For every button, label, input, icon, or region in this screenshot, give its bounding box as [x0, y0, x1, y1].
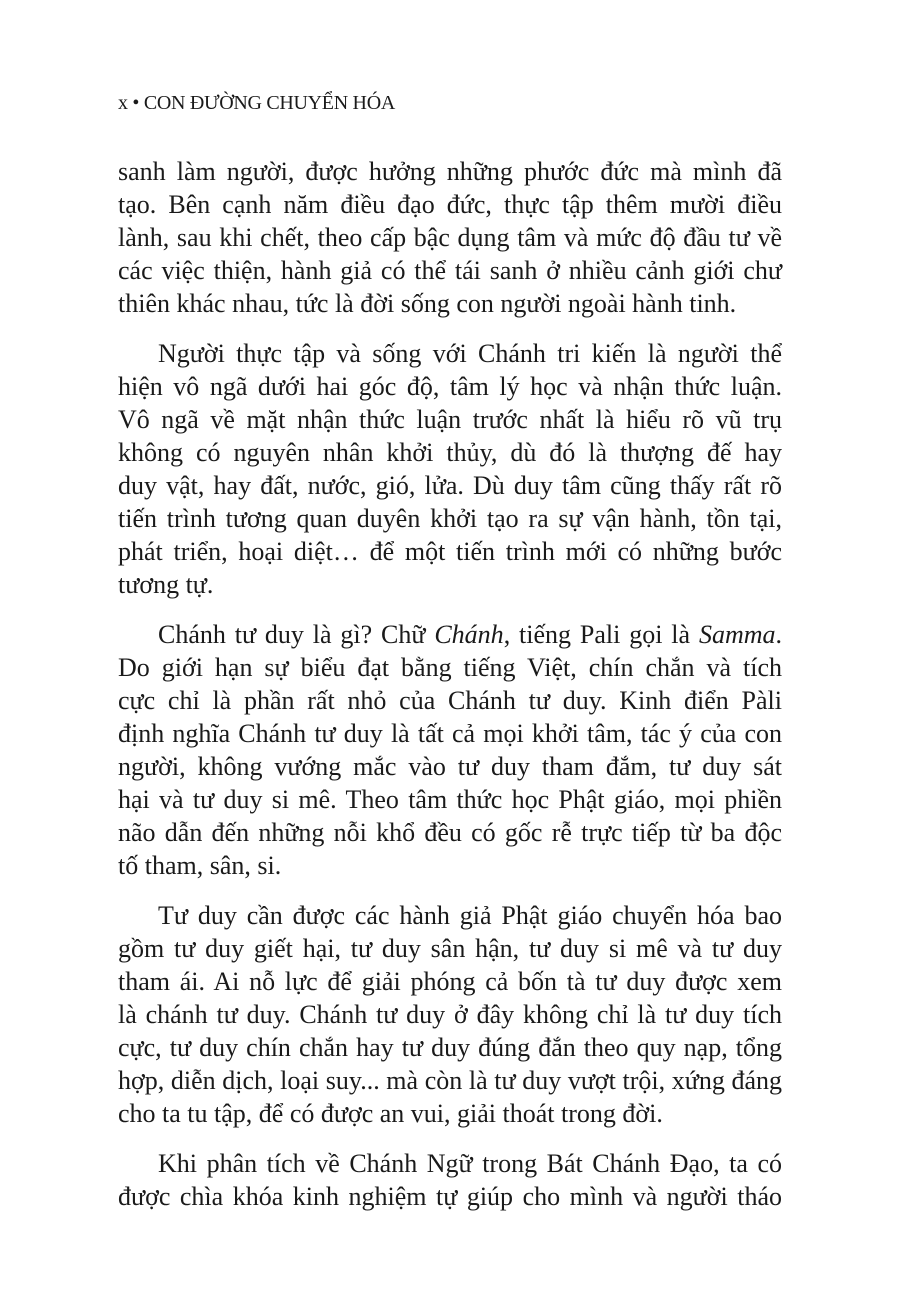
- text-line: Do giới hạn sự biểu đạt bằng tiếng Việt, chín chắn và tích: [118, 653, 782, 682]
- text-line: tương tự.: [118, 570, 214, 599]
- text-line: tạo. Bên cạnh năm điều đạo đức, thực tập thêm mười điều: [118, 190, 782, 219]
- paragraph-1: [118, 155, 782, 320]
- running-header: [118, 92, 395, 115]
- text-line: Tư duy cần được các hành giả Phật giáo chuyển hóa bao: [158, 901, 782, 930]
- text-run: Chánh tư duy là gì? Chữ: [158, 620, 435, 649]
- text-line: Người thực tập và sống với Chánh tri kiến là người thể: [158, 339, 782, 368]
- book-title: CON ĐƯỜNG CHUYỂN HÓA: [143, 92, 395, 114]
- text-line: cực chỉ là phần rất nhỏ của Chánh tư duy. Kinh điển Pàli: [118, 686, 782, 715]
- text-line: Vô ngã về mặt nhận thức luận trước nhất là hiểu rõ vũ trụ: [118, 405, 782, 434]
- header-separator: •: [132, 92, 140, 114]
- text-line: lành, sau khi chết, theo cấp bậc dụng tâm và mức độ đầu tư về: [118, 223, 782, 252]
- paragraph-4: [118, 899, 782, 1130]
- paragraph-2: [118, 337, 782, 601]
- text-line: hợp, diễn dịch, loại suy... mà còn là tư duy vượt trội, xứng đáng: [118, 1066, 782, 1095]
- text-run: , tiếng Pali gọi là: [503, 620, 699, 649]
- text-line: người, không vướng mắc vào tư duy tham đắm, tư duy sát: [118, 752, 782, 781]
- text-line: không có nguyên nhân khởi thủy, dù đó là thượng đế hay: [118, 438, 782, 467]
- text-line: được chìa khóa kinh nghiệm tự giúp cho mình và người tháo: [118, 1182, 782, 1211]
- text-line: phát triển, hoại diệt… để một tiến trình mới có những bước: [118, 537, 782, 566]
- text-line: não dẫn đến những nỗi khổ đều có gốc rễ trực tiếp từ ba độc: [118, 818, 782, 847]
- text-line: thiên khác nhau, tức là đời sống con người ngoài hành tinh.: [118, 289, 737, 318]
- italic-term-samma: Samma: [698, 620, 776, 649]
- paragraph-3: [118, 618, 782, 882]
- text-line: sanh làm người, được hưởng những phước đức mà mình đã: [118, 157, 782, 186]
- text-line: tiến trình tương quan duyên khởi tạo ra sự vận hành, tồn tại,: [118, 504, 782, 533]
- text-line: định nghĩa Chánh tư duy là tất cả mọi khởi tâm, tác ý của con: [118, 719, 782, 748]
- text-line: Khi phân tích về Chánh Ngữ trong Bát Chánh Đạo, ta có: [158, 1149, 782, 1178]
- text-line: tham ái. Ai nỗ lực để giải phóng cả bốn tà tư duy được xem: [118, 967, 782, 996]
- paragraph-5: [118, 1147, 782, 1213]
- italic-term-chanh: Chánh: [434, 620, 504, 649]
- text-line: duy vật, hay đất, nước, gió, lửa. Dù duy tâm cũng thấy rất rõ: [118, 471, 782, 500]
- text-line: gồm tư duy giết hại, tư duy sân hận, tư duy si mê và tư duy: [118, 934, 782, 963]
- text-line: hại và tư duy si mê. Theo tâm thức học Phật giáo, mọi phiền: [118, 785, 782, 814]
- body-text: [118, 155, 782, 1230]
- text-run: .: [775, 620, 782, 649]
- text-line: tố tham, sân, si.: [118, 851, 282, 880]
- text-line: các việc thiện, hành giả có thể tái sanh ở nhiều cảnh giới chư: [118, 256, 782, 285]
- page-number: x: [118, 92, 128, 114]
- text-line: hiện vô ngã dưới hai góc độ, tâm lý học và nhận thức luận.: [118, 372, 782, 401]
- text-line: cho ta tu tập, để có được an vui, giải thoát trong đời.: [118, 1099, 663, 1128]
- text-line: là chánh tư duy. Chánh tư duy ở đây không chỉ là tư duy tích: [118, 1000, 782, 1029]
- text-line: cực, tư duy chín chắn hay tư duy đúng đắn theo quy nạp, tổng: [118, 1033, 782, 1062]
- text-line: [118, 618, 782, 651]
